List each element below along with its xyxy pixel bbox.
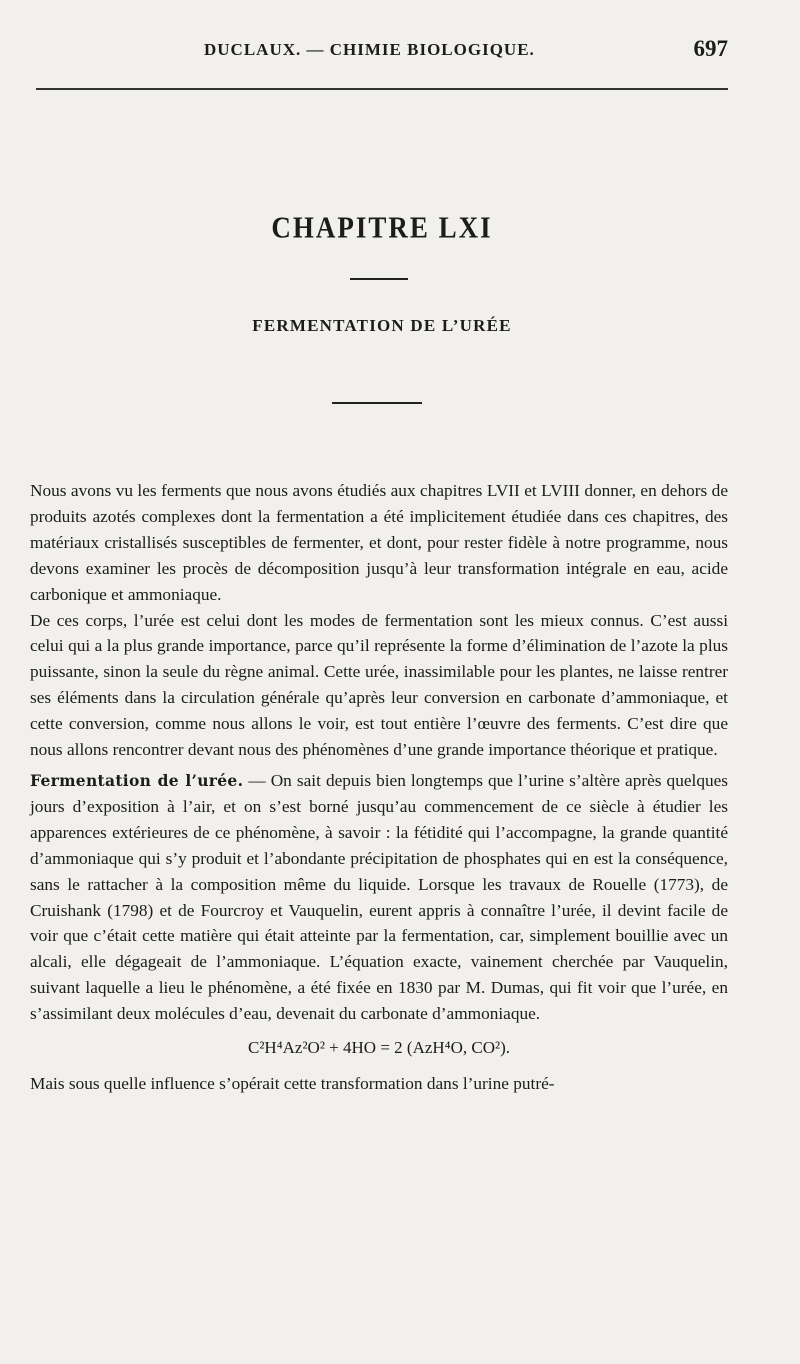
chapter-title: CHAPITRE LXI	[271, 209, 493, 245]
run-in-heading: Fermentation de l’urée.	[30, 770, 244, 790]
paragraph-fermentation	[30, 768, 728, 1027]
page-number: 697	[693, 36, 728, 61]
section-divider	[332, 402, 422, 404]
section-title: FERMENTATION DE L’URÉE	[252, 316, 512, 335]
paragraph-urea: De ces corps, l’urée est celui dont les modes de fermentation sont les mieux connus. C’est aussi celui qui a la plus grande importance, parce qu’il représente la forme d’élimination de l’azote la plus puissante, sinon la seule du règne animal. Cette urée, inassimilable pour les plantes, ne laisse rentrer ses éléments dans la circulation générale qu’après leur conversion en carbonate d’ammoniaque, et cette conversion, comme nous allons le voir, est tout entière l’œuvre des ferments. C’est dire que nous allons rencontrer devant nous des phénomènes d’une grande importance théorique et pratique.	[30, 610, 728, 760]
page-header	[36, 38, 728, 68]
title-divider	[350, 278, 408, 280]
paragraph-intro: Nous avons vu les ferments que nous avons étudiés aux chapitres LVII et LVIII donner, en dehors de produits azotés complexes dont la fermentation a été implicitement étudiée dans ces chapitres, des matériaux cristallisés susceptibles de fermenter, et dont, pour rester fidèle à notre programme, nous devons examiner les procès de décomposition jusqu’à leur transformation intégrale en eau, acide carbonique et ammoniaque.	[30, 481, 728, 604]
body-text	[30, 478, 728, 1097]
chemical-equation: C²H⁴Az²O² + 4HO = 2 (AzH⁴O, CO²).	[248, 1038, 510, 1058]
paragraph-fermentation-text: — On sait depuis bien longtemps que l’urine s’altère après quelques jours d’exposition à l’air, et on s’est borné jusqu’au commencement de ce siècle à étudier les apparences extérieures de ce phénomène, à savoir : la fétidité qui l’accompagne, la grande quantité d’ammoniaque qui s’y produit et l’abondante précipitation de phosphates qui en est la conséquence, sans le rattacher à la composition même du liquide. Lorsque les travaux de Rouelle (1773), de Cruishank (1798) et de Fourcroy et Vauquelin, eurent appris à connaître l’urée, il devint facile de voir que c’était cette matière qui était atteinte par la fermentation, car, simplement bouillie avec un alcali, elle dégageait de l’ammoniaque. L’équation exacte, vainement cherchée par Vauquelin, suivant laquelle a lieu le phénomène, a été fixée en 1830 par M. Dumas, qui fit voir que l’urée, en s’assimilant deux molécules d’eau, devenait du carbonate d’ammoniaque.	[30, 770, 728, 1024]
running-head: DUCLAUX. — CHIMIE BIOLOGIQUE.	[204, 40, 535, 59]
header-rule	[36, 88, 728, 90]
paragraph-continued: Mais sous quelle influence s’opérait cette transformation dans l’urine putré-	[30, 1073, 555, 1093]
